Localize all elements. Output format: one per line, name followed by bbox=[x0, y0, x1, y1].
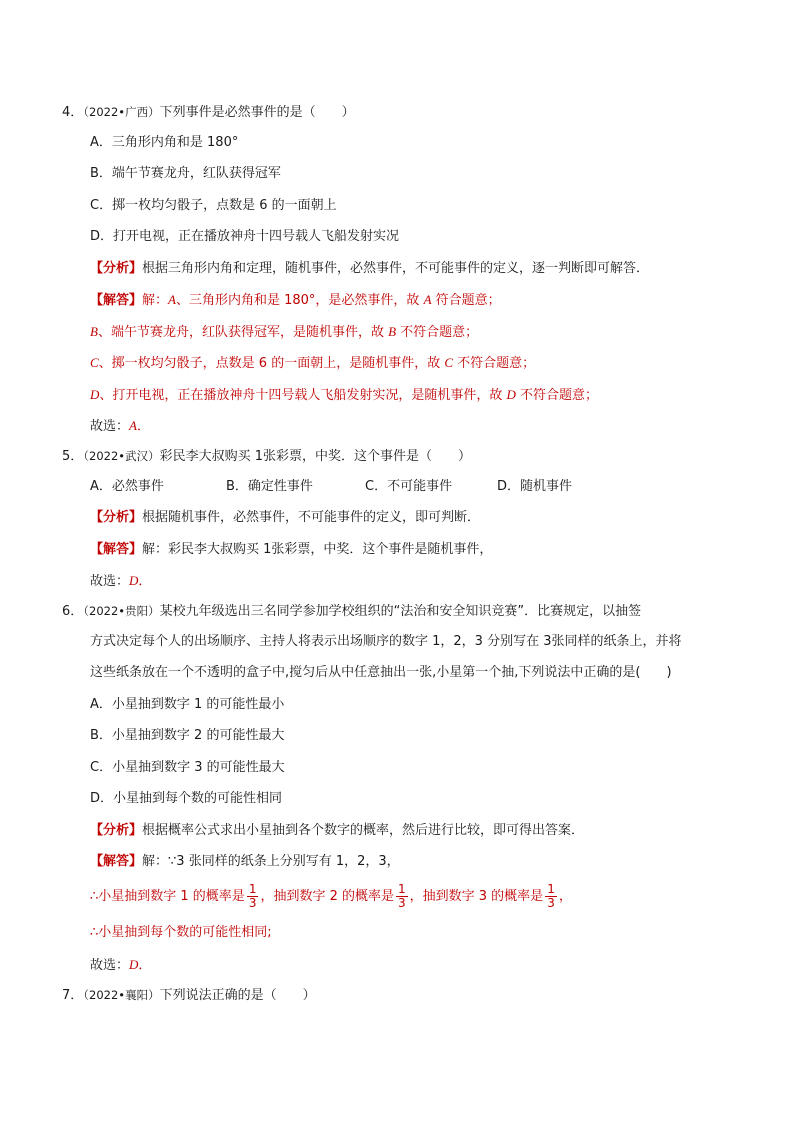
analysis-text: 根据概率公式求出小星抽到各个数字的概率，然后进行比较，即可得出答案． bbox=[142, 823, 585, 838]
q5-analysis bbox=[90, 509, 480, 527]
q4-answer-b bbox=[90, 323, 478, 342]
choice-end: ． bbox=[138, 574, 152, 589]
q6-analysis bbox=[90, 822, 584, 840]
choice-letter: A bbox=[129, 418, 137, 433]
q6-option-b: B．小星抽到数字 2 的可能性最大 bbox=[90, 728, 285, 743]
answer-text: 符合题意； bbox=[431, 293, 501, 308]
answer-text: ∵3 张同样的纸条上分别写有 1，2，3， bbox=[168, 854, 400, 869]
analysis-text: 根据三角形内角和定理，随机事件，必然事件，不可能事件的定义，逐一判断即可解答． bbox=[142, 261, 650, 276]
q4-answer-d bbox=[90, 386, 598, 405]
q4-option-c: C．掷一枚均匀骰子，点数是 6 的一面朝上 bbox=[90, 198, 337, 213]
question-number: 5． bbox=[62, 449, 84, 464]
fraction-numerator: 1 bbox=[398, 882, 406, 896]
q4-option-a: A．三角形内角和是 180° bbox=[90, 135, 239, 150]
q6-option-a: A．小星抽到数字 1 的可能性最小 bbox=[90, 697, 285, 712]
answer-text: ，抽到数字 2 的概率是 bbox=[260, 889, 394, 904]
answer-text: 、打开电视，正在播放神舟十四号载人飞船发射实况，是随机事件，故 bbox=[99, 388, 507, 403]
fraction-numerator: 1 bbox=[248, 882, 257, 896]
answer-tag: 【解答】 bbox=[90, 854, 143, 869]
answer-text: 、三角形内角和是 180°，是必然事件，故 bbox=[175, 293, 424, 308]
q6-choice bbox=[90, 956, 151, 975]
answer-tag: 【解答】 bbox=[90, 293, 143, 308]
analysis-tag: 【分析】 bbox=[90, 261, 143, 276]
choice-prefix: 故选： bbox=[90, 574, 130, 589]
answer-text: 不符合题意； bbox=[515, 388, 599, 403]
q6-stem-line-3: 这些纸条放在一个不透明的盒子中,搅匀后从中任意抽出一张,小星第一个抽,下列说法中正确的是( ) bbox=[90, 665, 672, 680]
answer-text: 不符合题意； bbox=[453, 356, 536, 371]
answer-prefix: 解： bbox=[142, 854, 169, 869]
answer-letter: D bbox=[506, 387, 516, 402]
choice-letter: D bbox=[129, 573, 139, 588]
q5-answer bbox=[90, 541, 492, 559]
q4-analysis bbox=[90, 260, 649, 278]
answer-text: 、掷一枚均匀骰子，点数是 6 的一面朝上，是随机事件，故 bbox=[98, 356, 445, 371]
fraction-one-third bbox=[247, 883, 259, 910]
q5-stem-line bbox=[62, 447, 471, 466]
choice-end: ． bbox=[136, 419, 150, 434]
answer-letter: C bbox=[90, 355, 99, 370]
q4-answer-a bbox=[90, 291, 501, 310]
q5-option-a: A．必然事件 bbox=[90, 479, 164, 494]
q4-option-b: B．端午节赛龙舟，红队获得冠军 bbox=[90, 166, 281, 181]
answer-letter: B bbox=[388, 324, 397, 339]
answer-prefix: 解： bbox=[142, 542, 169, 557]
question-source: （2022•襄阳） bbox=[83, 988, 160, 1002]
q6-answer-line-3: ∴小星抽到每个数的可能性相同; bbox=[90, 925, 272, 940]
fraction-denominator: 3 bbox=[547, 896, 555, 910]
q6-stem-line-1 bbox=[62, 602, 641, 621]
question-number: 4． bbox=[62, 105, 84, 120]
answer-letter: D bbox=[90, 387, 100, 402]
analysis-text: 根据随机事件，必然事件，不可能事件的定义，即可判断． bbox=[142, 510, 481, 525]
question-stem: 下列事件是必然事件的是（ ） bbox=[159, 105, 355, 120]
analysis-tag: 【分析】 bbox=[90, 823, 143, 838]
question-number: 6． bbox=[62, 604, 84, 619]
answer-text: ， bbox=[558, 889, 572, 904]
answer-tag: 【解答】 bbox=[90, 542, 143, 557]
answer-text: 不符合题意； bbox=[396, 325, 479, 340]
q4-option-d: D．打开电视，正在播放神舟十四号载人飞船发射实况 bbox=[90, 229, 400, 244]
choice-prefix: 故选： bbox=[90, 419, 130, 434]
fraction-numerator: 1 bbox=[547, 882, 555, 896]
choice-end: ． bbox=[138, 958, 152, 973]
q6-option-c: C．小星抽到数字 3 的可能性最大 bbox=[90, 760, 285, 775]
q5-option-c: C．不可能事件 bbox=[365, 479, 453, 494]
answer-letter: B bbox=[90, 324, 98, 339]
q5-option-d: D．随机事件 bbox=[497, 479, 573, 494]
answer-letter: C bbox=[444, 355, 454, 370]
q7-stem-line bbox=[62, 986, 316, 1005]
fraction-denominator: 3 bbox=[248, 896, 257, 910]
question-source: （2022•广西） bbox=[83, 105, 160, 119]
answer-text: ∴小星抽到数字 1 的概率是 bbox=[90, 889, 245, 904]
q5-choice bbox=[90, 572, 151, 591]
q4-choice bbox=[90, 417, 150, 436]
answer-letter: A bbox=[168, 292, 176, 307]
answer-text: 、端午节赛龙舟，红队获得冠军，是随机事件，故 bbox=[97, 325, 389, 340]
q4-stem-line bbox=[62, 103, 355, 122]
fraction-one-third bbox=[545, 883, 557, 910]
question-number: 7． bbox=[62, 988, 84, 1003]
question-stem: 某校九年级选出三名同学参加学校组织的“法治和安全知识竞赛”．比赛规定，以抽签 bbox=[159, 604, 642, 619]
q5-option-b: B．确定性事件 bbox=[226, 479, 313, 494]
question-stem: 彩民李大叔购买 1张彩票，中奖．这个事件是（ ） bbox=[159, 449, 471, 464]
q6-answer-line-2 bbox=[90, 882, 572, 912]
answer-letter: A bbox=[423, 292, 432, 307]
answer-text: ，抽到数字 3 的概率是 bbox=[409, 889, 544, 904]
q6-option-d: D．小星抽到每个数的可能性相同 bbox=[90, 791, 283, 806]
fraction-denominator: 3 bbox=[398, 896, 406, 910]
q6-stem-line-2: 方式决定每个人的出场顺序、主持人将表示出场顺序的数字 1，2，3 分别写在 3张同样的纸条上，并将 bbox=[90, 634, 682, 649]
question-source: （2022•贵阳） bbox=[83, 604, 160, 618]
answer-text: 彩民李大叔购买 1张彩票，中奖．这个事件是随机事件， bbox=[168, 542, 493, 557]
choice-letter: D bbox=[129, 957, 139, 972]
fraction-one-third bbox=[396, 883, 408, 910]
question-source: （2022•武汉） bbox=[83, 449, 160, 463]
q6-answer-line-1 bbox=[90, 853, 400, 871]
question-stem: 下列说法正确的是（ ） bbox=[159, 988, 316, 1003]
choice-prefix: 故选： bbox=[90, 958, 130, 973]
q4-answer-c bbox=[90, 354, 535, 373]
answer-prefix: 解： bbox=[142, 293, 169, 308]
analysis-tag: 【分析】 bbox=[90, 510, 143, 525]
